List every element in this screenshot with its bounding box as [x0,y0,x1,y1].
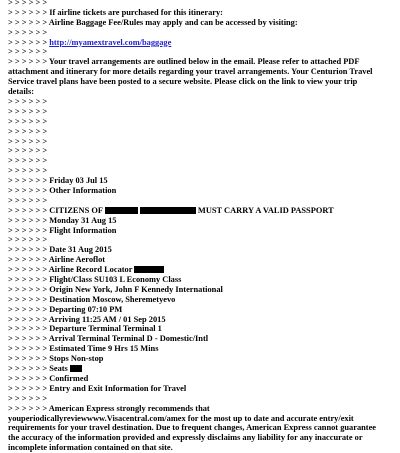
baggage-link[interactable]: http://myamextravel.com/baggage [49,37,172,47]
quote-line: > > > > > > [8,166,48,176]
redaction-block [140,207,196,214]
quote-line: > > > > > > [8,27,48,37]
baggage-fee-line: > > > > > > Airline Baggage Fee/Rules may apply and can be accessed by visiting: [8,17,298,27]
flight-class-line: > > > > > > Flight/Class SU103 L Economy Class [8,275,182,285]
ticket-purchase-line: > > > > > > If airline tickets are purchased for this itinerary: [8,7,223,17]
quote-line: > > > > > > [8,116,48,126]
quote-line: > > > > > > [8,235,48,245]
record-locator-label: > > > > > > Airline Record Locator [8,265,133,275]
date-monday-line: > > > > > > Monday 31 Aug 15 [8,215,117,225]
travel-arrangements-paragraph: > > > > > > Your travel arrangements are outlined below in the email. Please refer to attached PDF attachment and itinerary for more details regarding your travel arrangements. Your Centurion Travel Service travel plans have been posted to a secure website. Please click on the link to view your trip details: [8,57,373,97]
flight-information-heading: > > > > > > Flight Information [8,225,117,235]
amex-disclaimer-paragraph: > > > > > > American Express strongly recommends that youperiodicallyreviewwww.Visacentral.com/amex for the most up to date and accurate entry/exit requirements for your travel destination. Due to frequent changes, American Express cannot guarantee the accuracy of the information provided and expressly disclaims any liability for any inaccurate or incomplete information contained on that site. [8,403,377,453]
baggage-link-line [8,38,384,48]
quote-line: > > > > > > [8,0,48,7]
stops-line: > > > > > > Stops Non-stop [8,354,104,364]
passport-notice-line [8,206,384,216]
entry-exit-heading: > > > > > > Entry and Exit Information for Travel [8,383,187,393]
origin-line: > > > > > > Origin New York, John F Kennedy International [8,284,223,294]
redaction-block [134,266,164,273]
quote-prefix: > > > > > > [8,37,48,47]
redaction-block [105,207,138,214]
passport-notice-end: MUST CARRY A VALID PASSPORT [197,205,334,215]
airline-line: > > > > > > Airline Aeroflot [8,255,106,265]
quote-line: > > > > > > [8,136,48,146]
quote-line: > > > > > > [8,96,48,106]
confirmed-line: > > > > > > Confirmed [8,373,89,383]
email-body [8,0,384,453]
estimated-time-line: > > > > > > Estimated Time 9 Hrs 15 Mins [8,344,159,354]
flight-date-line: > > > > > > Date 31 Aug 2015 [8,245,112,255]
quote-line: > > > > > > [8,126,48,136]
destination-line: > > > > > > Destination Moscow, Sheremetyevo [8,294,176,304]
quote-line: > > > > > > [8,393,48,403]
other-information-heading: > > > > > > Other Information [8,185,117,195]
quote-line: > > > > > > [8,106,48,116]
record-locator-line [8,265,384,275]
quote-line: > > > > > > [8,47,48,57]
departure-terminal-line: > > > > > > Departure Terminal Terminal 1 [8,324,162,334]
departing-line: > > > > > > Departing 07:10 PM [8,304,123,314]
redaction-block [70,365,82,372]
quote-line: > > > > > > [8,195,48,205]
arriving-line: > > > > > > Arriving 11:25 AM / 01 Sep 2015 [8,314,166,324]
quote-line: > > > > > > [8,156,48,166]
passport-notice-start: > > > > > > CITIZENS OF [8,205,103,215]
seats-line [8,364,384,374]
date-friday-line: > > > > > > Friday 03 Jul 15 [8,176,108,186]
arrival-terminal-line: > > > > > > Arrival Terminal Terminal D - Domestic/Intl [8,334,209,344]
quote-line: > > > > > > [8,146,48,156]
seats-label: > > > > > > Seats [8,364,68,374]
